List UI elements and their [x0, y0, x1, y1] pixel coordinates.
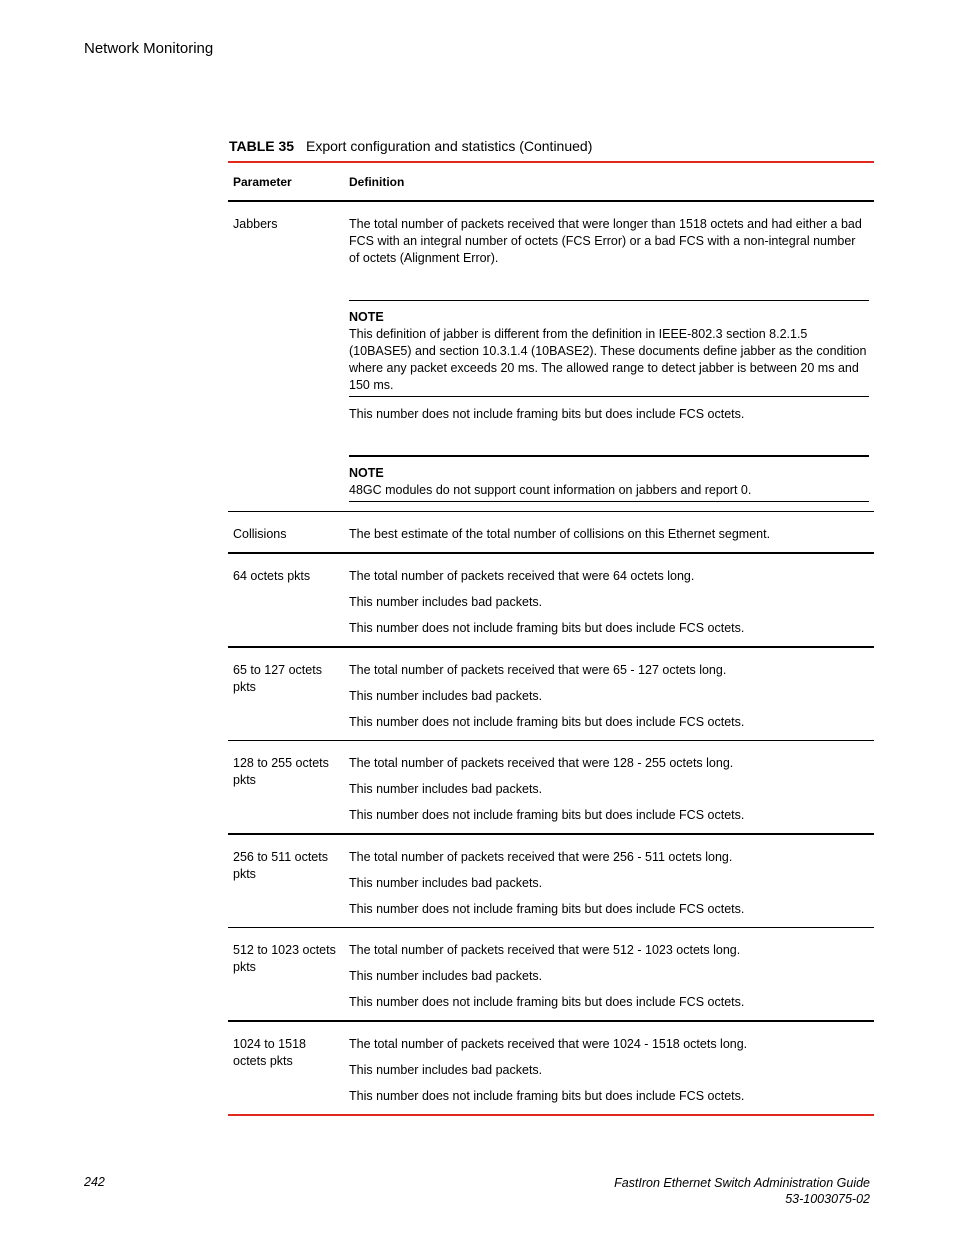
column-header-definition: Definition — [349, 175, 405, 189]
note-box — [349, 300, 869, 397]
definition-text: The total number of packets received that were 128 - 255 octets long. — [349, 756, 734, 770]
definition-text: This number does not include framing bits but does include FCS octets. — [349, 621, 745, 635]
definition-cell — [349, 928, 869, 1011]
definition-text: The total number of packets received that were 512 - 1023 octets long. — [349, 943, 741, 957]
parameter-cell: 128 to 255 octets pkts — [233, 756, 329, 787]
table-row — [228, 648, 874, 741]
definition-cell — [349, 741, 869, 824]
definition-text: The total number of packets received that were longer than 1518 octets and had either a bad FCS with an integral number of octets (FCS Error) or a bad FCS with a non-integral number of octets (Alignment Error). — [349, 217, 862, 265]
definition-text: The best estimate of the total number of collisions on this Ethernet segment. — [349, 527, 771, 541]
parameter-cell: 65 to 127 octets pkts — [233, 663, 322, 694]
definition-cell — [349, 512, 869, 543]
definition-cell — [349, 1022, 869, 1105]
definition-text: The total number of packets received that were 1024 - 1518 octets long. — [349, 1037, 748, 1051]
parameter-cell: 1024 to 1518 octets pkts — [233, 1037, 306, 1068]
definition-text: This number does not include framing bits but does include FCS octets. — [349, 715, 745, 729]
table-number: TABLE 35 — [229, 138, 295, 154]
definition-cell — [349, 835, 869, 918]
note-label: NOTE — [349, 466, 384, 480]
guide-title: FastIron Ethernet Switch Administration Guide — [614, 1176, 870, 1190]
doc-number: 53-1003075-02 — [785, 1192, 870, 1206]
definition-text: This number does not include framing bits but does include FCS octets. — [349, 808, 745, 822]
table-header-row — [228, 163, 874, 202]
note-text: This definition of jabber is different from the definition in IEEE-802.3 section 8.2.1.5 (10BASE5) and section 10.3.1.4 (10BASE2). These documents define jabber as the condition where any packet exceeds 20 ms. The allowed range to detect jabber is between 20 ms and 150 ms. — [349, 327, 867, 392]
definition-cell — [349, 554, 869, 637]
definition-text: This number does not include framing bits but does include FCS octets. — [349, 902, 745, 916]
statistics-table — [228, 161, 874, 1116]
definition-text: This number includes bad packets. — [349, 595, 543, 609]
table-row — [228, 835, 874, 928]
definition-text: The total number of packets received that were 65 - 127 octets long. — [349, 663, 727, 677]
definition-text: The total number of packets received that were 64 octets long. — [349, 569, 695, 583]
definition-cell — [349, 202, 869, 502]
table-row — [228, 928, 874, 1022]
definition-text: This number includes bad packets. — [349, 1063, 543, 1077]
definition-text: This number includes bad packets. — [349, 689, 543, 703]
parameter-cell: Collisions — [233, 527, 287, 541]
parameter-cell: 256 to 511 octets pkts — [233, 850, 328, 881]
parameter-cell: 512 to 1023 octets pkts — [233, 943, 336, 974]
note-box — [349, 455, 869, 502]
note-label: NOTE — [349, 310, 384, 324]
definition-text: This number does not include framing bits but does include FCS octets. — [349, 407, 745, 421]
table-caption — [229, 138, 592, 154]
table-row-jabbers — [228, 202, 874, 512]
running-header: Network Monitoring — [84, 40, 214, 57]
table-row — [228, 1022, 874, 1116]
table-row — [228, 741, 874, 835]
parameter-cell: Jabbers — [233, 217, 278, 231]
note-text: 48GC modules do not support count information on jabbers and report 0. — [349, 483, 752, 497]
footer-info — [614, 1175, 870, 1207]
parameter-cell: 64 octets pkts — [233, 569, 311, 583]
definition-text: The total number of packets received that were 256 - 511 octets long. — [349, 850, 733, 864]
definition-text: This number does not include framing bits but does include FCS octets. — [349, 1089, 745, 1103]
page-number: 242 — [84, 1175, 105, 1189]
definition-text: This number includes bad packets. — [349, 782, 543, 796]
definition-text: This number includes bad packets. — [349, 969, 543, 983]
table-row-collisions — [228, 512, 874, 554]
definition-text: This number includes bad packets. — [349, 876, 543, 890]
table-title: Export configuration and statistics (Continued) — [305, 138, 593, 154]
definition-cell — [349, 648, 869, 731]
column-header-parameter: Parameter — [233, 175, 292, 189]
definition-text: This number does not include framing bits but does include FCS octets. — [349, 995, 745, 1009]
table-row — [228, 554, 874, 648]
